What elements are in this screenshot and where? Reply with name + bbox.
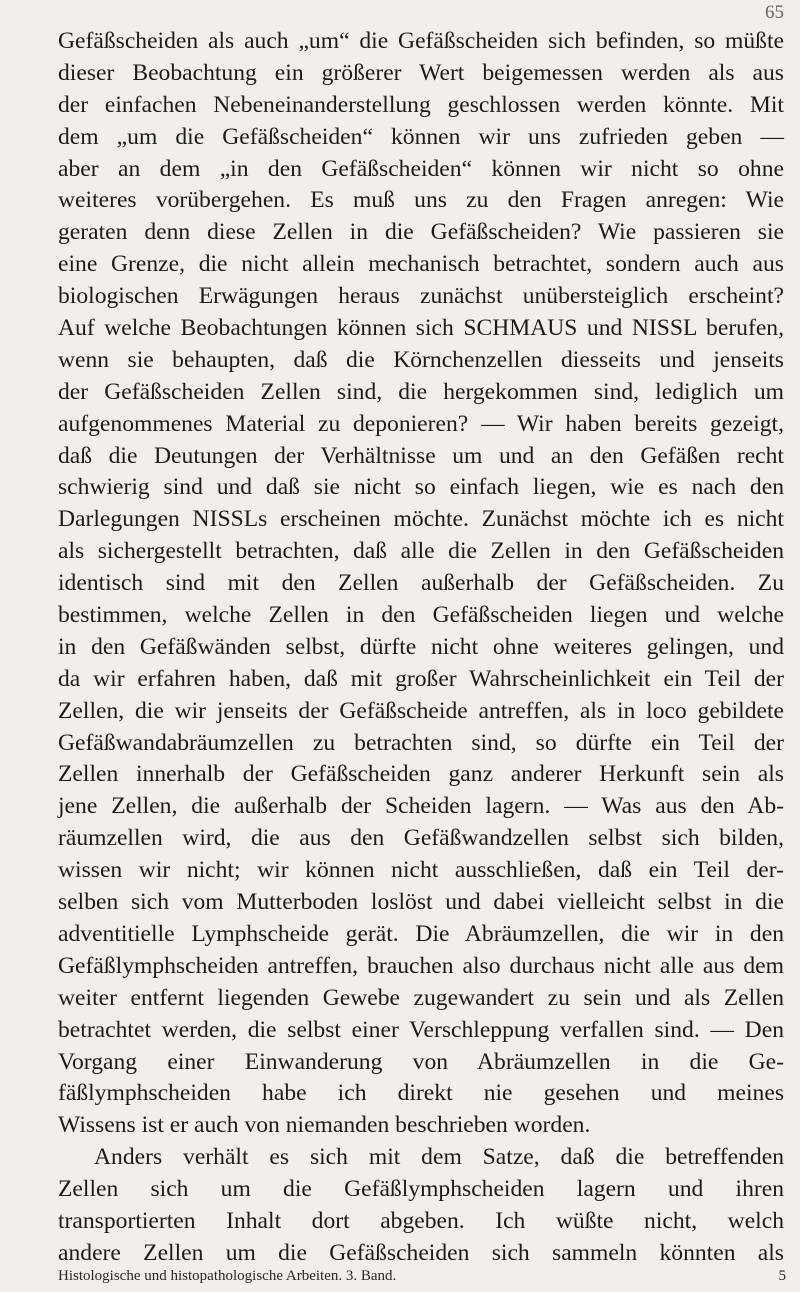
text-line: Zellen, die wir jenseits der Gefäßscheide antreffen, als in loco gebildete <box>58 697 784 724</box>
text-line: dem „um die Gefäßscheiden“ können wir uns zufrieden geben — <box>58 123 784 150</box>
text-line: weiter entfernt liegenden Gewebe zugewandert zu sein und als Zellen <box>58 984 784 1011</box>
text-line: Anders verhält es sich mit dem Satze, daß die betreffenden <box>94 1144 784 1171</box>
text-line: wenn sie behaupten, daß die Körnchenzellen diesseits und jenseits <box>58 346 784 373</box>
text-line: Wissens ist er auch von niemanden beschrieben worden. <box>58 1112 591 1139</box>
text-line: identisch sind mit den Zellen außerhalb der Gefäßscheiden. Zu <box>58 570 784 597</box>
text-line: Zellen sich um die Gefäßlymphscheiden lagern und ihren <box>58 1176 784 1203</box>
text-line: als sichergestellt betrachten, daß alle die Zellen in den Gefäßscheiden <box>58 538 784 565</box>
text-line: betrachtet werden, die selbst einer Verschleppung verfallen sind. — Den <box>58 1016 784 1043</box>
text-line: eine Grenze, die nicht allein mechanisch betrachtet, sondern auch aus <box>58 251 784 278</box>
page-number: 65 <box>765 2 784 23</box>
text-line: Zellen innerhalb der Gefäßscheiden ganz anderer Herkunft sein als <box>58 761 784 788</box>
text-line: selben sich vom Mutterboden loslöst und dabei vielleicht selbst in die <box>58 889 784 916</box>
text-line: wissen wir nicht; wir können nicht ausschließen, daß ein Teil der- <box>58 857 784 884</box>
text-line: aufgenommenes Material zu deponieren? — Wir haben bereits gezeigt, <box>58 410 784 437</box>
page-footer <box>58 1268 786 1285</box>
text-line: da wir erfahren haben, daß mit großer Wahrscheinlichkeit ein Teil der <box>58 665 784 692</box>
text-line: fäßlymphscheiden habe ich direkt nie gesehen und meines <box>58 1080 784 1107</box>
text-line: räumzellen wird, die aus den Gefäßwandzellen selbst sich bilden, <box>58 825 784 852</box>
text-line: in den Gefäßwänden selbst, dürfte nicht ohne weiteres gelingen, und <box>58 633 784 660</box>
text-line: Gefäßlymphscheiden antreffen, brauchen also durchaus nicht alle aus dem <box>58 952 784 979</box>
text-line: weiteres vorübergehen. Es muß uns zu den Fragen anregen: Wie <box>58 187 784 214</box>
text-line: Vorgang einer Einwanderung von Abräumzellen in die Ge- <box>58 1048 784 1075</box>
text-line: Gefäßscheiden als auch „um“ die Gefäßscheiden sich befinden, so müßte <box>58 28 784 54</box>
body-text <box>58 26 784 1270</box>
signature-mark: 5 <box>778 1268 786 1284</box>
text-line: der Gefäßscheiden Zellen sind, die hergekommen sind, lediglich um <box>58 378 784 405</box>
text-line: bestimmen, welche Zellen in den Gefäßscheiden liegen und welche <box>58 602 784 629</box>
text-line: Auf welche Beobachtungen können sich SCHMAUS und NISSL berufen, <box>58 315 784 342</box>
text-line: schwierig sind und daß sie nicht so einfach liegen, wie es nach den <box>58 474 784 501</box>
text-line: daß die Deutungen der Verhältnisse um und an den Gefäßen recht <box>58 442 784 469</box>
text-line: biologischen Erwägungen heraus zunächst unübersteiglich erscheint? <box>58 283 784 310</box>
text-line: transportierten Inhalt dort abgeben. Ich wüßte nicht, welch <box>58 1207 784 1234</box>
text-line: Gefäßwandabräumzellen zu betrachten sind, so dürfte ein Teil der <box>58 729 784 756</box>
text-line: andere Zellen um die Gefäßscheiden sich sammeln könnten als <box>58 1239 784 1266</box>
text-line: der einfachen Nebeneinanderstellung geschlossen werden könnte. Mit <box>58 91 784 118</box>
text-line: Darlegungen NISSLs erscheinen möchte. Zunächst möchte ich es nicht <box>58 506 784 533</box>
footer-text: Histologische und histopathologische Arbeiten. 3. Band. <box>58 1268 397 1284</box>
text-line: adventitielle Lymphscheide gerät. Die Abräumzellen, die wir in den <box>58 920 784 947</box>
text-line: dieser Beobachtung ein größerer Wert beigemessen werden als aus <box>58 59 784 86</box>
text-line: jene Zellen, die außerhalb der Scheiden lagern. — Was aus den Ab- <box>58 793 784 820</box>
text-line: geraten denn diese Zellen in die Gefäßscheiden? Wie passieren sie <box>58 219 784 246</box>
text-line: aber an dem „in den Gefäßscheiden“ können wir nicht so ohne <box>58 155 784 182</box>
